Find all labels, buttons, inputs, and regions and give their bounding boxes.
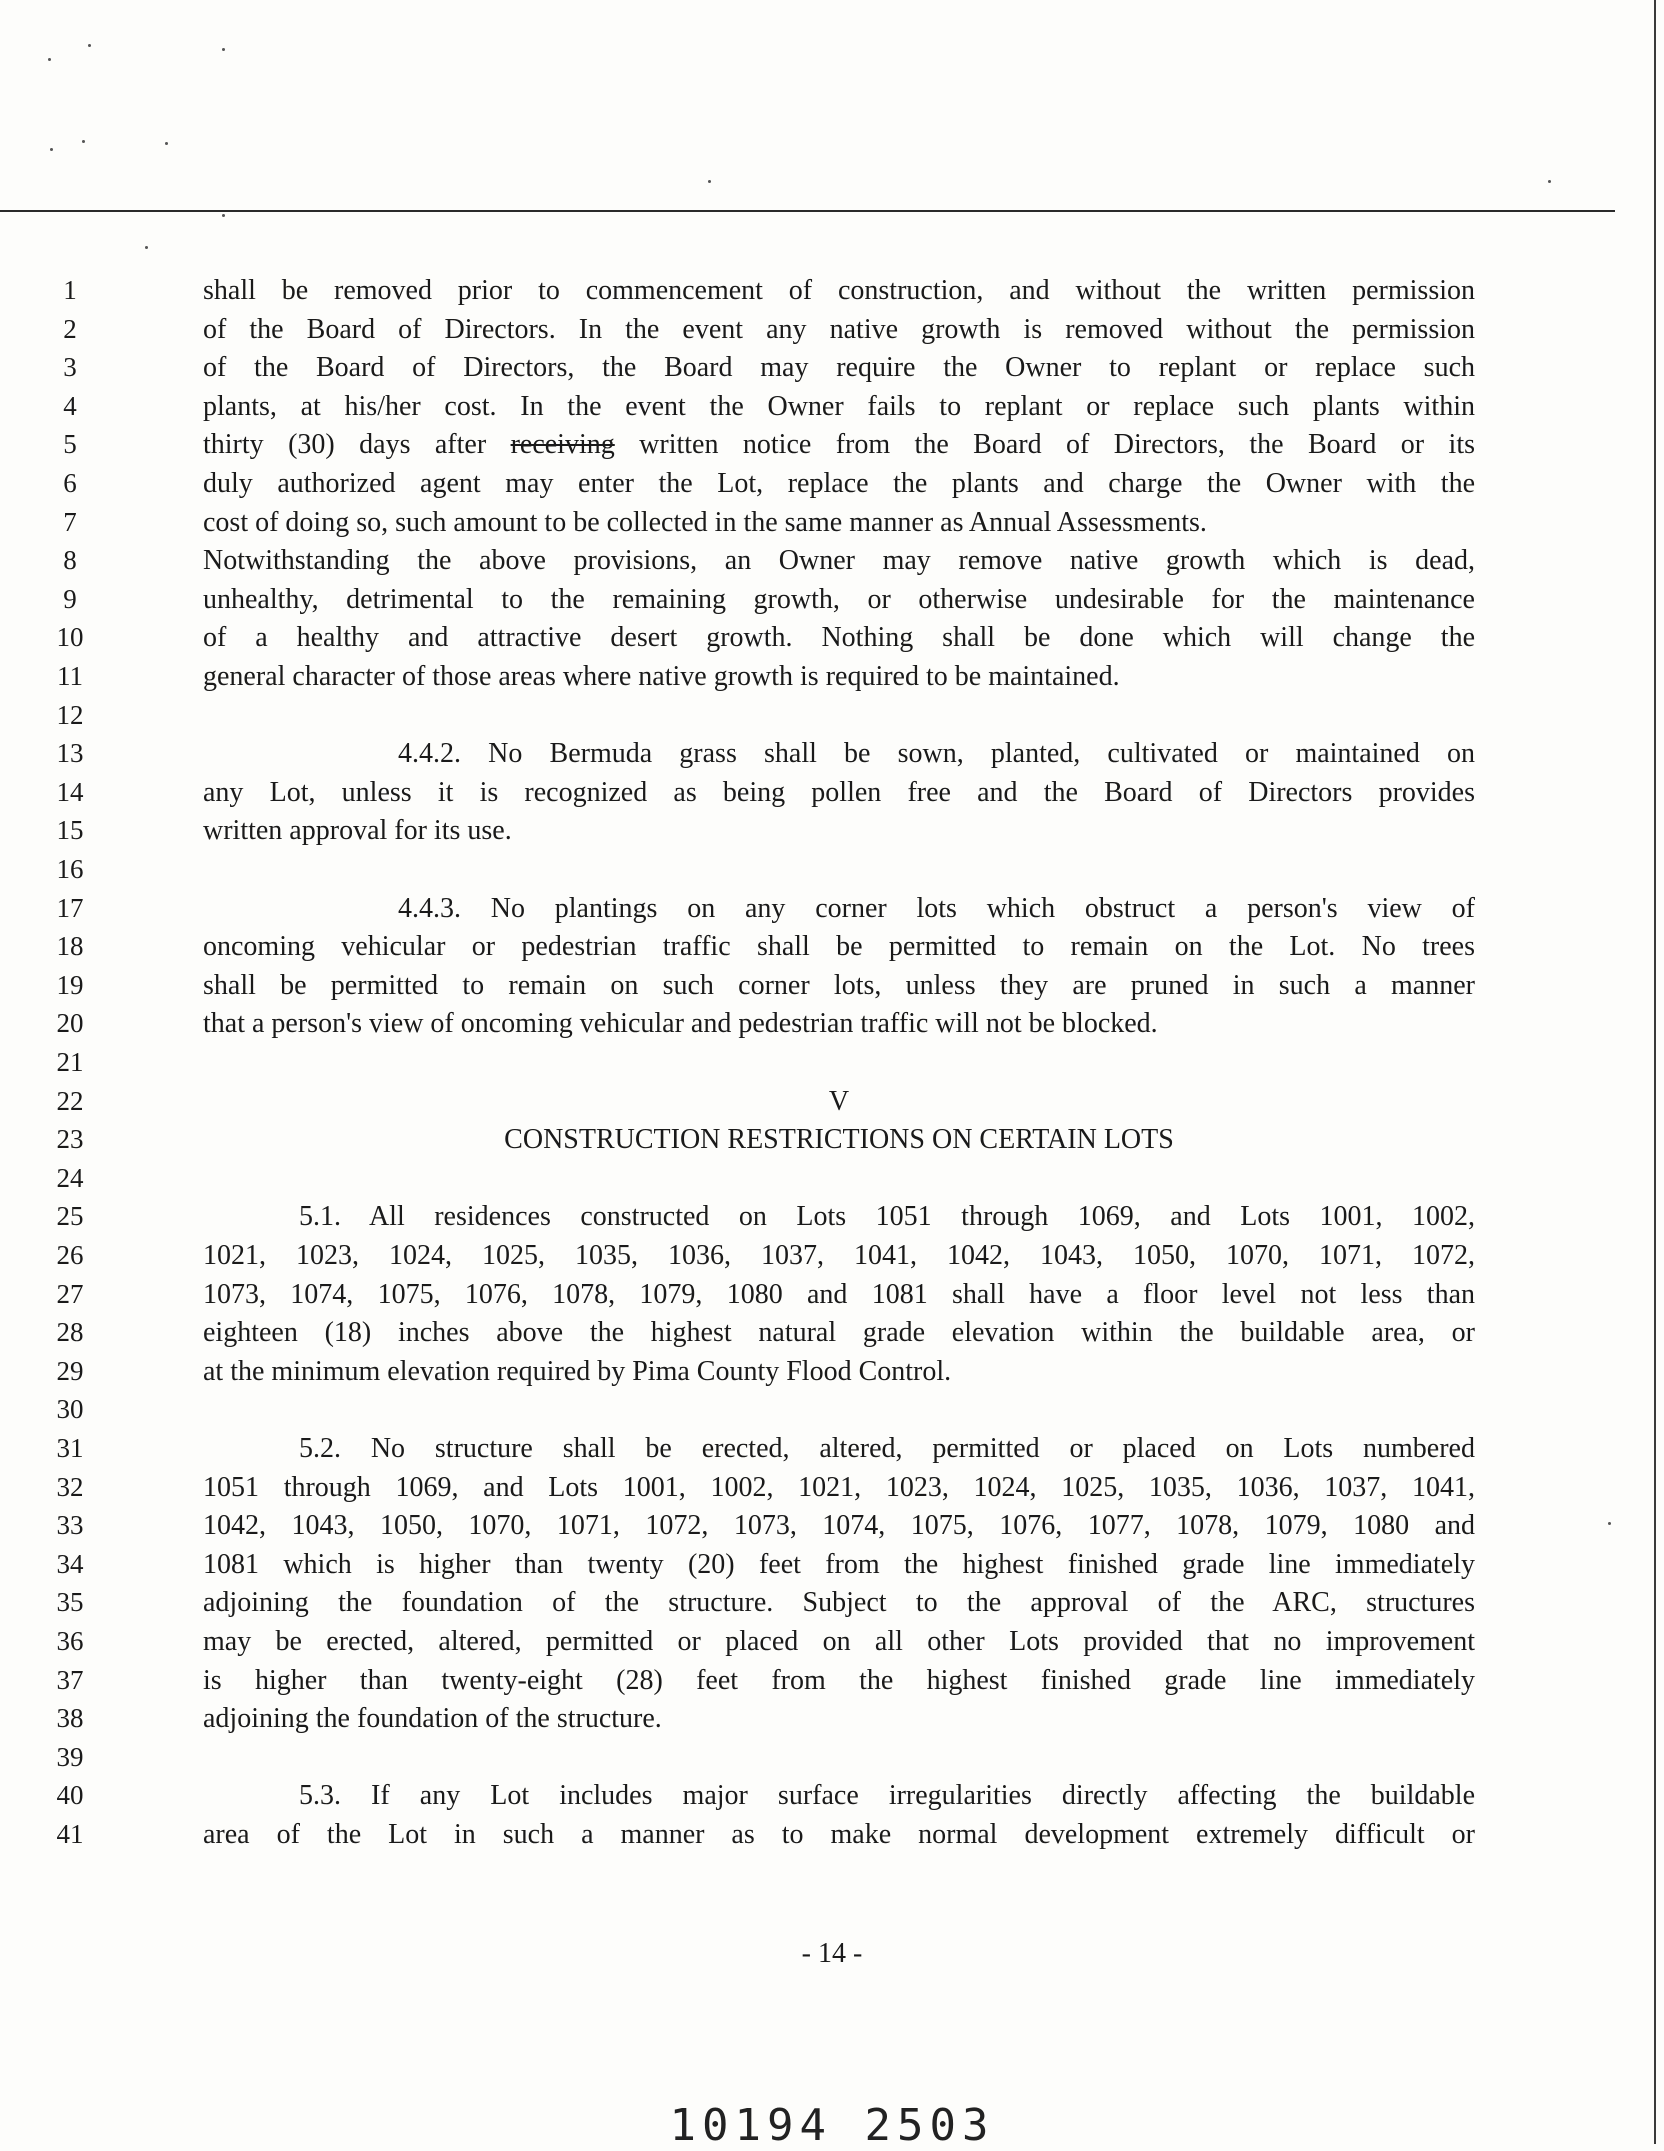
line-number: 29 bbox=[56, 1355, 84, 1386]
document-line bbox=[0, 1622, 1664, 1661]
struck-text: receiving bbox=[510, 429, 615, 461]
line-text: of a healthy and attractive desert growth. Nothing shall be done which will change the bbox=[203, 622, 1475, 654]
line-text: shall be permitted to remain on such corner lots, unless they are pruned in such a manner bbox=[203, 969, 1475, 1001]
scan-speck bbox=[88, 44, 91, 47]
document-line bbox=[0, 1468, 1664, 1507]
line-number: 25 bbox=[56, 1201, 84, 1232]
line-number: 2 bbox=[63, 313, 77, 344]
document-line bbox=[0, 425, 1664, 464]
line-text: that a person's view of oncoming vehicular and pedestrian traffic will not be blocked. bbox=[203, 1008, 1158, 1040]
recording-stamp: 10194 2503 bbox=[669, 2100, 995, 2151]
document-line bbox=[0, 1815, 1664, 1854]
line-text: 5.1. All residences constructed on Lots 1051 through 1069, and Lots 1001, 1002, bbox=[299, 1201, 1475, 1233]
line-number: 24 bbox=[56, 1162, 84, 1193]
document-line bbox=[0, 1506, 1664, 1545]
document-line bbox=[0, 1313, 1664, 1352]
line-text: 4.4.2. No Bermuda grass shall be sown, planted, cultivated or maintained on bbox=[398, 738, 1475, 770]
line-number: 8 bbox=[63, 545, 77, 576]
line-number: 32 bbox=[56, 1471, 84, 1502]
line-text: is higher than twenty-eight (28) feet from the highest finished grade line immediately bbox=[203, 1664, 1475, 1696]
line-text: any Lot, unless it is recognized as being pollen free and the Board of Directors provides bbox=[203, 776, 1475, 808]
scan-speck bbox=[1548, 180, 1551, 183]
document-line bbox=[0, 1004, 1664, 1043]
line-number: 21 bbox=[56, 1047, 84, 1077]
line-text: general character of those areas where native growth is required to be maintained. bbox=[203, 661, 1120, 692]
line-text: 1081 which is higher than twenty (20) feet from the highest finished grade line immediately bbox=[203, 1548, 1475, 1580]
document-line bbox=[0, 1390, 1664, 1429]
line-text: 1042, 1043, 1050, 1070, 1071, 1072, 1073, 1074, 1075, 1076, 1077, 1078, 1079, 1080 and bbox=[203, 1510, 1475, 1542]
line-text: of the Board of Directors. In the event any native growth is removed without the permission bbox=[203, 313, 1475, 345]
line-number: 23 bbox=[56, 1124, 84, 1155]
line-text: 1051 through 1069, and Lots 1001, 1002, 1021, 1023, 1024, 1025, 1035, 1036, 1037, 1041, bbox=[203, 1471, 1475, 1503]
scan-speck bbox=[165, 142, 168, 145]
line-number: 33 bbox=[56, 1510, 84, 1541]
line-text: duly authorized agent may enter the Lot, replace the plants and charge the Owner with the bbox=[203, 468, 1475, 499]
line-text: adjoining the foundation of the structure. bbox=[203, 1703, 662, 1735]
line-text: plants, at his/her cost. In the event the Owner fails to replant or replace such plants within bbox=[203, 390, 1475, 422]
line-number: 39 bbox=[56, 1741, 84, 1772]
line-number: 30 bbox=[56, 1394, 84, 1425]
line-number: 40 bbox=[56, 1780, 84, 1811]
line-number: 38 bbox=[56, 1703, 84, 1734]
document-line bbox=[0, 1545, 1664, 1584]
line-text: may be erected, altered, permitted or placed on all other Lots provided that no improvement bbox=[203, 1626, 1475, 1657]
document-line bbox=[0, 1275, 1664, 1314]
document-line bbox=[0, 1159, 1664, 1198]
line-number: 37 bbox=[56, 1664, 84, 1695]
document-line bbox=[0, 1236, 1664, 1275]
line-number: 27 bbox=[56, 1278, 84, 1309]
line-text: 1021, 1023, 1024, 1025, 1035, 1036, 1037, 1041, 1042, 1043, 1050, 1070, 1071, 1072, bbox=[203, 1240, 1475, 1271]
document-line bbox=[0, 580, 1664, 619]
document-line bbox=[0, 1043, 1664, 1082]
document-line bbox=[0, 1352, 1664, 1391]
line-text bbox=[203, 425, 1475, 464]
line-number: 5 bbox=[63, 429, 77, 460]
line-text-part: written notice from the Board of Directors, the Board or its bbox=[614, 429, 1475, 461]
line-text: oncoming vehicular or pedestrian traffic shall be permitted to remain on the Lot. No trees bbox=[203, 931, 1475, 963]
line-number: 6 bbox=[63, 468, 77, 498]
document-line bbox=[0, 850, 1664, 889]
line-text: written approval for its use. bbox=[203, 815, 512, 847]
page-number: - 14 - bbox=[801, 1938, 863, 1969]
scan-speck bbox=[145, 246, 148, 249]
document-line bbox=[0, 657, 1664, 696]
line-text: adjoining the foundation of the structure. Subject to the approval of the ARC, structures bbox=[203, 1587, 1475, 1619]
document-line bbox=[0, 1429, 1664, 1468]
document-line bbox=[0, 348, 1664, 387]
line-number: 16 bbox=[56, 854, 84, 884]
scan-speck bbox=[708, 180, 711, 183]
line-number: 26 bbox=[56, 1240, 84, 1270]
document-line bbox=[0, 1583, 1664, 1622]
line-number: 7 bbox=[63, 506, 77, 537]
line-number: 3 bbox=[63, 352, 77, 383]
scan-speck bbox=[48, 58, 51, 61]
document-line bbox=[0, 541, 1664, 580]
document-line bbox=[0, 889, 1664, 928]
line-number: 1 bbox=[63, 275, 77, 305]
line-text: 5.3. If any Lot includes major surface irregularities directly affecting the buildable bbox=[299, 1780, 1475, 1812]
scan-speck bbox=[50, 148, 53, 151]
line-number: 17 bbox=[56, 892, 84, 923]
line-number: 12 bbox=[56, 699, 84, 730]
document-line bbox=[0, 773, 1664, 812]
document-line bbox=[0, 503, 1664, 542]
document-line bbox=[0, 1120, 1664, 1159]
line-text: area of the Lot in such a manner as to make normal development extremely difficult or bbox=[203, 1819, 1475, 1850]
document-line bbox=[0, 811, 1664, 850]
scan-speck bbox=[222, 48, 225, 51]
line-number: 19 bbox=[56, 969, 84, 1000]
document-line bbox=[0, 1082, 1664, 1121]
line-number: 18 bbox=[56, 931, 84, 962]
line-number: 41 bbox=[56, 1819, 84, 1849]
line-number: 11 bbox=[57, 661, 83, 691]
line-number: 35 bbox=[56, 1587, 84, 1618]
line-text: 5.2. No structure shall be erected, altered, permitted or placed on Lots numbered bbox=[299, 1433, 1475, 1464]
document-line bbox=[0, 1738, 1664, 1777]
document-line bbox=[0, 1776, 1664, 1815]
line-number: 34 bbox=[56, 1548, 84, 1579]
document-line bbox=[0, 1661, 1664, 1700]
line-text: CONSTRUCTION RESTRICTIONS ON CERTAIN LOTS bbox=[504, 1124, 1174, 1156]
line-text: of the Board of Directors, the Board may require the Owner to replant or replace such bbox=[203, 352, 1475, 384]
line-number: 31 bbox=[56, 1433, 84, 1463]
document-line bbox=[0, 618, 1664, 657]
line-number: 9 bbox=[63, 583, 77, 614]
line-text: at the minimum elevation required by Pima County Flood Control. bbox=[203, 1355, 952, 1387]
document-line bbox=[0, 927, 1664, 966]
line-text: shall be removed prior to commencement of construction, and without the written permission bbox=[203, 275, 1475, 306]
line-number: 22 bbox=[56, 1085, 84, 1116]
line-number: 15 bbox=[56, 815, 84, 846]
document-line bbox=[0, 310, 1664, 349]
line-text: cost of doing so, such amount to be collected in the same manner as Annual Assessments. bbox=[203, 506, 1207, 538]
line-text: 1073, 1074, 1075, 1076, 1078, 1079, 1080 and 1081 shall have a floor level not less than bbox=[203, 1278, 1475, 1310]
scan-speck bbox=[222, 214, 225, 217]
document-line bbox=[0, 1699, 1664, 1738]
line-text: 4.4.3. No plantings on any corner lots which obstruct a person's view of bbox=[398, 892, 1475, 924]
line-number: 4 bbox=[63, 390, 77, 421]
line-number: 28 bbox=[56, 1317, 84, 1348]
document-line bbox=[0, 966, 1664, 1005]
header-rule bbox=[0, 210, 1615, 212]
line-text: unhealthy, detrimental to the remaining growth, or otherwise undesirable for the maintenance bbox=[203, 583, 1475, 615]
line-text: V bbox=[828, 1085, 850, 1117]
line-text-part: thirty (30) days after bbox=[203, 429, 511, 461]
line-number: 36 bbox=[56, 1626, 84, 1656]
line-number: 10 bbox=[56, 622, 84, 653]
document-line bbox=[0, 734, 1664, 773]
line-number: 14 bbox=[56, 776, 84, 807]
document-line bbox=[0, 464, 1664, 503]
line-number: 13 bbox=[56, 738, 84, 769]
document-line bbox=[0, 1197, 1664, 1236]
document-line bbox=[0, 696, 1664, 735]
document-line bbox=[0, 387, 1664, 426]
line-text: Notwithstanding the above provisions, an Owner may remove native growth which is dead, bbox=[203, 545, 1475, 577]
line-number: 20 bbox=[56, 1008, 84, 1039]
scan-speck bbox=[82, 140, 85, 143]
line-text: eighteen (18) inches above the highest natural grade elevation within the buildable area, or bbox=[203, 1317, 1475, 1349]
document-line bbox=[0, 271, 1664, 310]
